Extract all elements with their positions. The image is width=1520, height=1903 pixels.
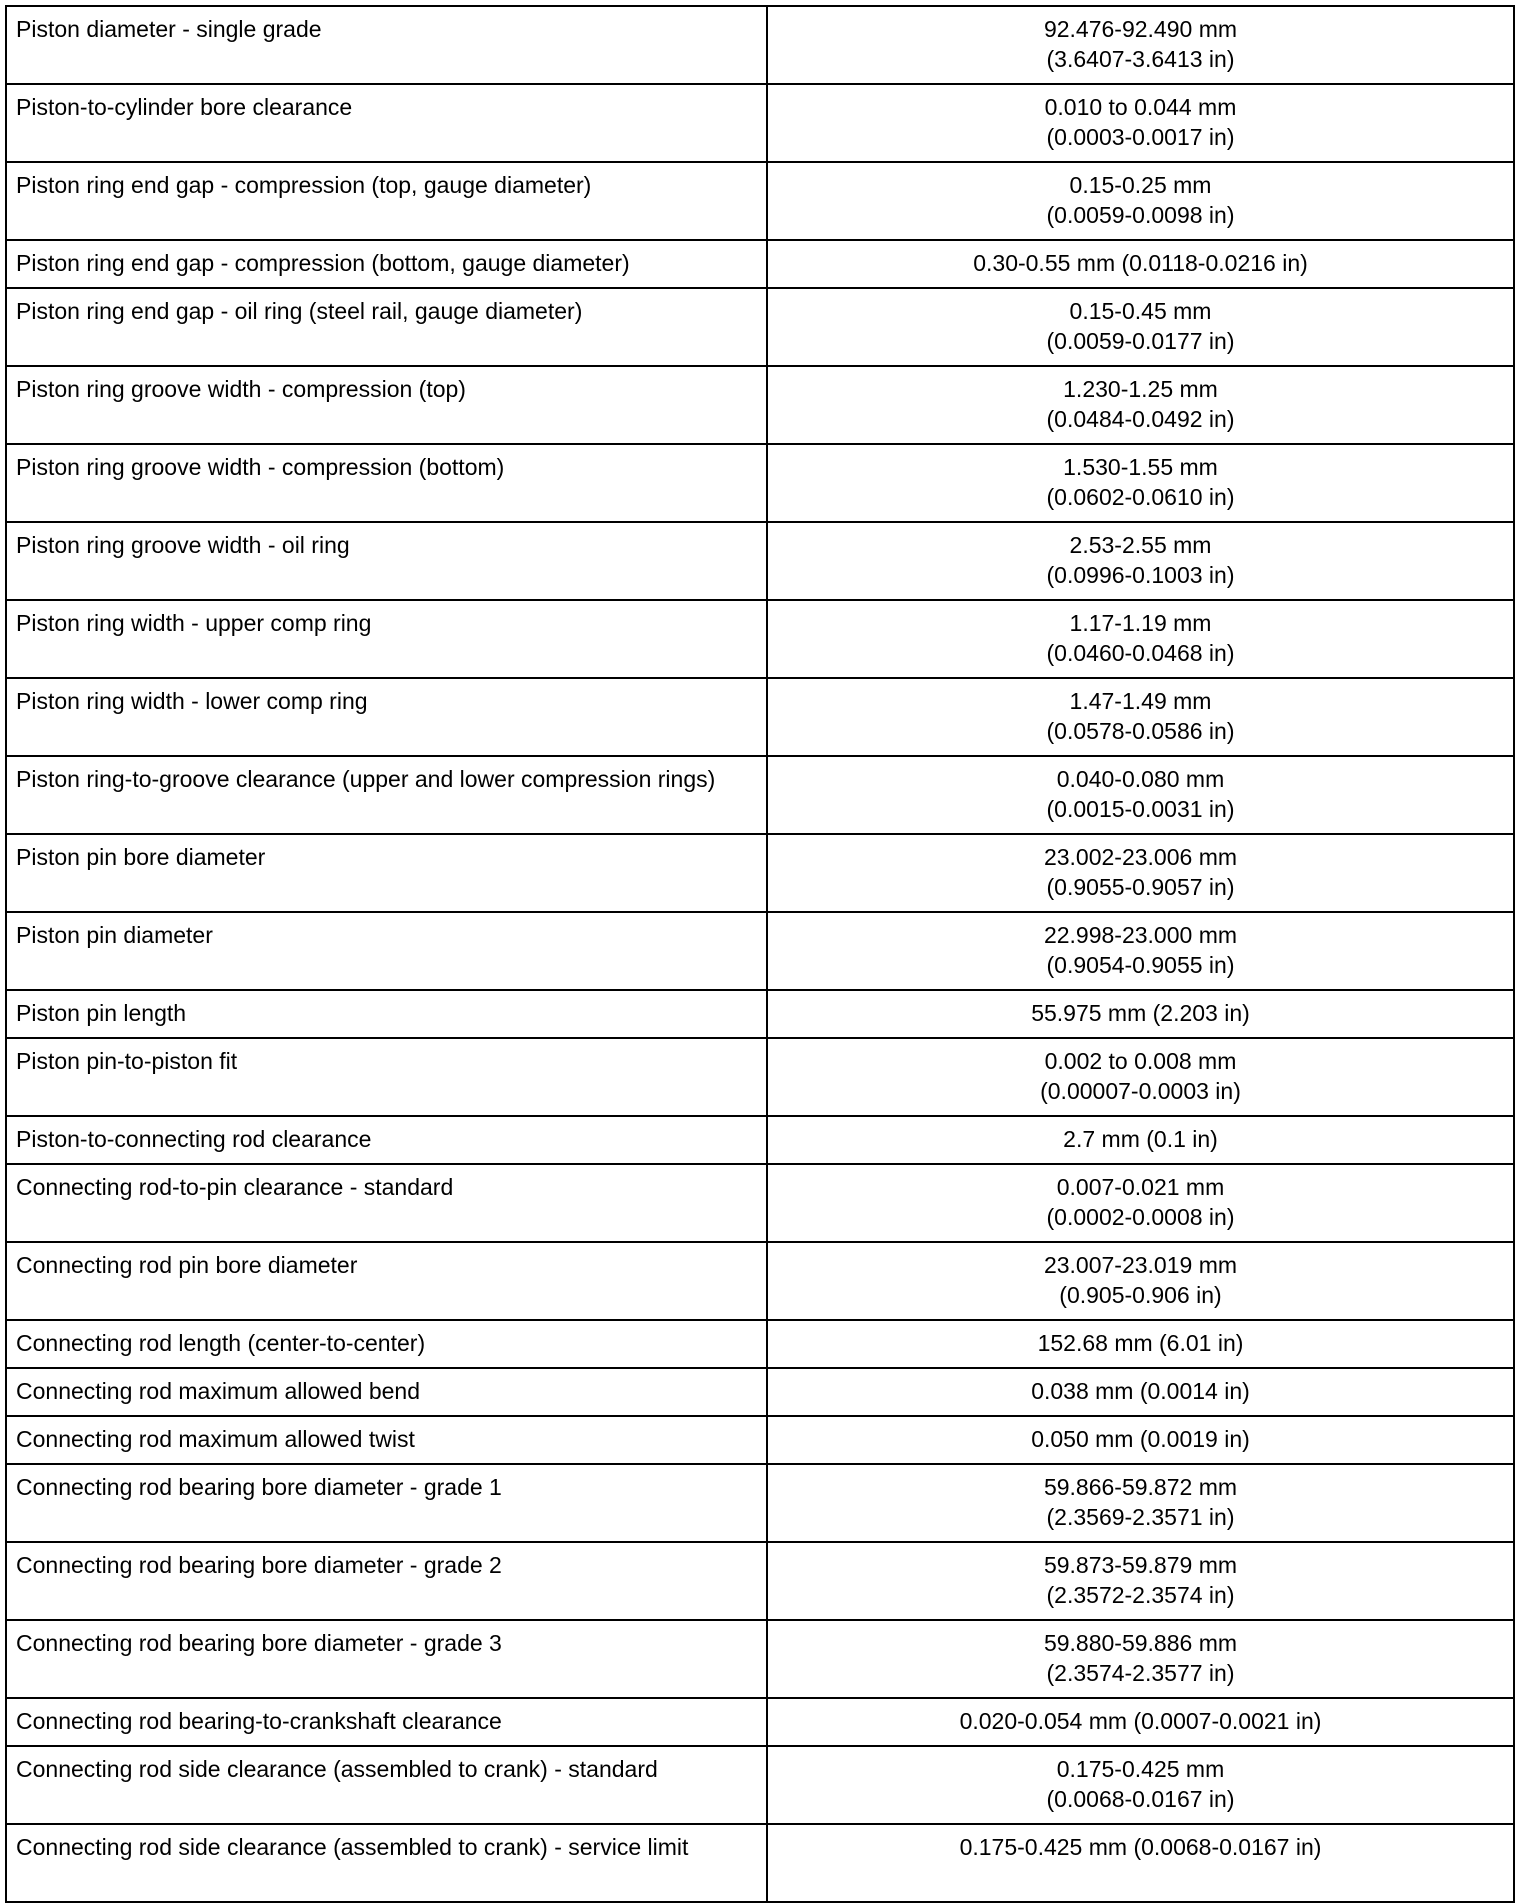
- spec-description: Piston ring groove width - oil ring: [6, 522, 767, 600]
- spec-description: Piston ring-to-groove clearance (upper and lower compression rings): [6, 756, 767, 834]
- spec-description: Piston-to-cylinder bore clearance: [6, 84, 767, 162]
- spec-value-line: 0.30-0.55 mm (0.0118-0.0216 in): [973, 250, 1308, 276]
- spec-value: [767, 240, 1514, 288]
- spec-value-line: 0.038 mm (0.0014 in): [1031, 1378, 1250, 1404]
- spec-value-line: 23.007-23.019 mm: [1043, 1252, 1238, 1278]
- spec-value-line: 2.7 mm (0.1 in): [1063, 1126, 1218, 1152]
- spec-value: [767, 1242, 1514, 1320]
- spec-value-line: 59.873-59.879 mm: [1043, 1552, 1238, 1578]
- spec-description: Connecting rod bearing bore diameter - grade 1: [6, 1464, 767, 1542]
- spec-description: Piston ring end gap - compression (top, gauge diameter): [6, 162, 767, 240]
- spec-description: Connecting rod maximum allowed twist: [6, 1416, 767, 1464]
- spec-value: [767, 1698, 1514, 1746]
- spec-value-line: (0.9055-0.9057 in): [1046, 874, 1235, 900]
- spec-value-line: 0.175-0.425 mm (0.0068-0.0167 in): [959, 1834, 1322, 1860]
- table-row: [6, 1116, 1514, 1164]
- spec-value: [767, 522, 1514, 600]
- table-row: [6, 834, 1514, 912]
- spec-value-line: (0.0068-0.0167 in): [1046, 1786, 1235, 1812]
- table-row: [6, 1620, 1514, 1698]
- spec-description: Piston ring width - lower comp ring: [6, 678, 767, 756]
- spec-value: [767, 990, 1514, 1038]
- spec-value-line: (0.0059-0.0177 in): [1046, 328, 1235, 354]
- spec-value-line: 0.175-0.425 mm: [1056, 1756, 1225, 1782]
- spec-value-line: (0.0484-0.0492 in): [1046, 406, 1235, 432]
- spec-value: [767, 600, 1514, 678]
- spec-value: [767, 1320, 1514, 1368]
- spec-value-line: (0.0460-0.0468 in): [1046, 640, 1235, 666]
- spec-value-line: 1.47-1.49 mm: [1069, 688, 1212, 714]
- spec-value-line: 152.68 mm (6.01 in): [1037, 1330, 1244, 1356]
- spec-value-line: 1.230-1.25 mm: [1063, 376, 1218, 402]
- spec-value: [767, 84, 1514, 162]
- spec-value: [767, 1824, 1514, 1902]
- spec-value-line: 23.002-23.006 mm: [1043, 844, 1238, 870]
- spec-value-line: (0.0578-0.0586 in): [1046, 718, 1235, 744]
- spec-description: Piston pin bore diameter: [6, 834, 767, 912]
- spec-value-line: (2.3572-2.3574 in): [1046, 1582, 1235, 1608]
- spec-value: [767, 834, 1514, 912]
- spec-description: Piston ring end gap - compression (bottom, gauge diameter): [6, 240, 767, 288]
- spec-description: Connecting rod bearing-to-crankshaft clearance: [6, 1698, 767, 1746]
- spec-value-line: 1.530-1.55 mm: [1063, 454, 1218, 480]
- spec-value-line: (0.0059-0.0098 in): [1046, 202, 1235, 228]
- table-row: [6, 522, 1514, 600]
- spec-value: [767, 678, 1514, 756]
- spec-value: [767, 912, 1514, 990]
- table-row: [6, 1698, 1514, 1746]
- table-row: [6, 1746, 1514, 1824]
- table-row: [6, 990, 1514, 1038]
- spec-value-line: 0.050 mm (0.0019 in): [1031, 1426, 1250, 1452]
- spec-description: Connecting rod bearing bore diameter - grade 2: [6, 1542, 767, 1620]
- spec-value: [767, 1542, 1514, 1620]
- table-row: [6, 912, 1514, 990]
- spec-value: [767, 1464, 1514, 1542]
- spec-value-line: (0.9054-0.9055 in): [1046, 952, 1235, 978]
- spec-value: [767, 1746, 1514, 1824]
- spec-value-line: 0.040-0.080 mm: [1056, 766, 1225, 792]
- spec-value-line: 0.002 to 0.008 mm: [1044, 1048, 1237, 1074]
- table-row: [6, 444, 1514, 522]
- spec-value-line: 2.53-2.55 mm: [1069, 532, 1212, 558]
- spec-description: Connecting rod side clearance (assembled to crank) - service limit: [6, 1824, 767, 1902]
- table-row: [6, 6, 1514, 84]
- spec-value-line: 59.866-59.872 mm: [1043, 1474, 1238, 1500]
- table-row: [6, 1824, 1514, 1902]
- spec-value-line: (0.0015-0.0031 in): [1046, 796, 1235, 822]
- spec-value: [767, 756, 1514, 834]
- table-row: [6, 366, 1514, 444]
- spec-description: Piston ring groove width - compression (top): [6, 366, 767, 444]
- spec-value: [767, 1620, 1514, 1698]
- specification-table: [5, 5, 1515, 1903]
- spec-description: Connecting rod maximum allowed bend: [6, 1368, 767, 1416]
- spec-description: Connecting rod side clearance (assembled to crank) - standard: [6, 1746, 767, 1824]
- spec-description: Piston-to-connecting rod clearance: [6, 1116, 767, 1164]
- spec-value-line: (0.0602-0.0610 in): [1046, 484, 1235, 510]
- spec-description: Connecting rod pin bore diameter: [6, 1242, 767, 1320]
- spec-description: Piston diameter - single grade: [6, 6, 767, 84]
- spec-value-line: 0.007-0.021 mm: [1056, 1174, 1225, 1200]
- spec-description: Connecting rod-to-pin clearance - standard: [6, 1164, 767, 1242]
- table-row: [6, 678, 1514, 756]
- spec-value-line: (0.00007-0.0003 in): [1040, 1078, 1241, 1104]
- spec-value-line: (0.0002-0.0008 in): [1046, 1204, 1235, 1230]
- specification-table-body: [6, 6, 1514, 1902]
- spec-value-line: (0.0996-0.1003 in): [1046, 562, 1235, 588]
- table-row: [6, 1038, 1514, 1116]
- spec-description: Connecting rod length (center-to-center): [6, 1320, 767, 1368]
- spec-description: Piston ring groove width - compression (bottom): [6, 444, 767, 522]
- table-row: [6, 288, 1514, 366]
- spec-value: [767, 1038, 1514, 1116]
- table-row: [6, 1368, 1514, 1416]
- spec-value: [767, 1116, 1514, 1164]
- spec-value-line: 59.880-59.886 mm: [1043, 1630, 1238, 1656]
- spec-value-line: (0.0003-0.0017 in): [1046, 124, 1235, 150]
- spec-value-line: (2.3574-2.3577 in): [1046, 1660, 1235, 1686]
- spec-description: Piston ring width - upper comp ring: [6, 600, 767, 678]
- spec-value: [767, 366, 1514, 444]
- spec-value-line: 0.010 to 0.044 mm: [1044, 94, 1237, 120]
- spec-value: [767, 288, 1514, 366]
- spec-value: [767, 6, 1514, 84]
- spec-value-line: 22.998-23.000 mm: [1043, 922, 1238, 948]
- spec-value-line: 1.17-1.19 mm: [1069, 610, 1212, 636]
- spec-value-line: 0.020-0.054 mm (0.0007-0.0021 in): [959, 1708, 1322, 1734]
- table-row: [6, 1320, 1514, 1368]
- spec-value: [767, 444, 1514, 522]
- table-row: [6, 1542, 1514, 1620]
- spec-description: Piston pin diameter: [6, 912, 767, 990]
- spec-value-line: 55.975 mm (2.203 in): [1031, 1000, 1250, 1026]
- spec-value: [767, 1416, 1514, 1464]
- table-row: [6, 240, 1514, 288]
- spec-description: Piston ring end gap - oil ring (steel rail, gauge diameter): [6, 288, 767, 366]
- table-row: [6, 1464, 1514, 1542]
- spec-description: Connecting rod bearing bore diameter - grade 3: [6, 1620, 767, 1698]
- table-row: [6, 756, 1514, 834]
- spec-value-line: (2.3569-2.3571 in): [1046, 1504, 1235, 1530]
- spec-value-line: 92.476-92.490 mm: [1043, 16, 1238, 42]
- table-row: [6, 1416, 1514, 1464]
- spec-value: [767, 162, 1514, 240]
- table-row: [6, 162, 1514, 240]
- spec-description: Piston pin-to-piston fit: [6, 1038, 767, 1116]
- spec-value-line: 0.15-0.25 mm: [1069, 172, 1212, 198]
- table-row: [6, 1242, 1514, 1320]
- spec-value-line: (3.6407-3.6413 in): [1046, 46, 1235, 72]
- table-row: [6, 600, 1514, 678]
- table-row: [6, 1164, 1514, 1242]
- spec-value-line: (0.905-0.906 in): [1059, 1282, 1222, 1308]
- spec-description: Piston pin length: [6, 990, 767, 1038]
- spec-value: [767, 1164, 1514, 1242]
- table-row: [6, 84, 1514, 162]
- spec-value: [767, 1368, 1514, 1416]
- spec-value-line: 0.15-0.45 mm: [1069, 298, 1212, 324]
